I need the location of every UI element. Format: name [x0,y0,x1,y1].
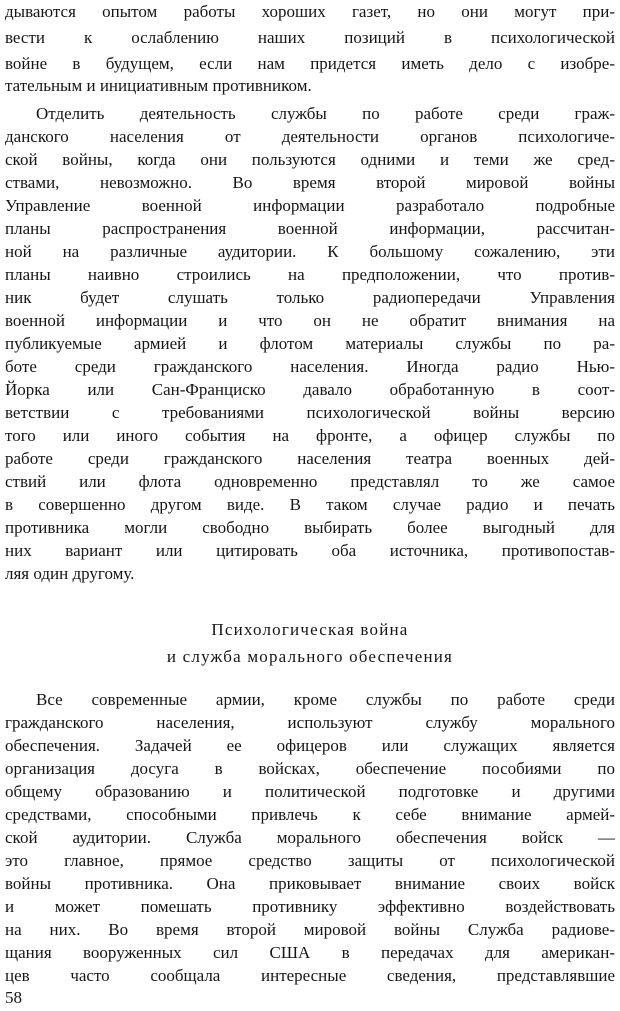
text-line: того или иного события на фронте, а офицер службы по [5,426,615,445]
text-line: них вариант или цитировать оба источника, противопостав- [5,541,615,560]
text-line: гражданского населения, используют службу морального [5,713,615,732]
text-line: ской войны, когда они пользуются одними и теми же сред- [5,150,615,169]
text-line: организация досуга в войсках, обеспечение пособиями по [5,759,615,778]
text-line: ник будет слушать только радиопередачи Управления [5,288,615,307]
page-number: 58 [5,988,22,1007]
text-line: на них. Во время второй мировой войны Служба радиове- [5,920,615,939]
text-line: военной информации и что он не обратит внимания на [5,311,615,330]
text-line: в совершенно другом виде. В таком случае радио и печать [5,495,615,514]
text-line: ствами, невозможно. Во время второй мировой войны [5,173,615,192]
text-line: обеспечения. Задачей ее офицеров или служащих является [5,736,615,755]
text-line: общему образованию и политической подготовке и другими [5,782,615,801]
text-line: и может помешать противнику эффективно воздействовать [5,897,615,916]
text-line: щания вооруженных сил США в передачах для американ- [5,943,615,962]
text-line: ляя один другому. [5,564,135,583]
text-line: средствами, способными привлечь к себе внимание армей- [5,805,615,824]
section-heading-line-1: Психологическая война [211,620,409,639]
text-line: тательным и инициативным противником. [5,76,312,95]
text-line: Управление военной информации разработало подробные [5,196,615,215]
text-line: боте среди гражданского населения. Иногда радио Нью- [5,357,615,376]
text-line: противника могли свободно выбирать более выгодный для [5,518,615,537]
text-line: войны противника. Она приковывает внимание своих войск [5,874,615,893]
text-line: работе среди гражданского населения театра военных дей- [5,449,615,468]
text-line: ной на различные аудитории. К большому сожалению, эти [5,242,615,261]
text-line: Все современные армии, кроме службы по работе среди [36,690,615,709]
text-line: публикуемые армией и флотом материалы службы по ра- [5,334,615,353]
text-line: дываются опытом работы хороших газет, но они могут при- [5,2,615,21]
text-line: вести к ослаблению наших позиций в психологической [5,28,615,47]
text-line: ской аудитории. Служба морального обеспечения войск — [5,828,615,847]
section-heading-line-2: и служба морального обеспечения [166,647,454,666]
text-line: планы распространения военной информации, рассчитан- [5,219,615,238]
text-line: планы наивно строились на предположении, что против- [5,265,615,284]
text-line: это главное, прямое средство защиты от психологической [5,851,615,870]
text-line: ствий или флота одновременно представлял то же самое [5,472,615,491]
text-line: Йорка или Сан-Франциско давало обработанную в соот- [5,380,615,399]
text-line: цев часто сообщала интересные сведения, представлявшие [5,966,615,985]
text-line: ветствии с требованиями психологической войны версию [5,403,615,422]
text-line: Отделить деятельность службы по работе среди граж- [36,104,615,123]
text-line: данского населения от деятельности органов психологиче- [5,127,615,146]
text-line: войне в будущем, если нам придется иметь дело с изобре- [5,54,615,73]
